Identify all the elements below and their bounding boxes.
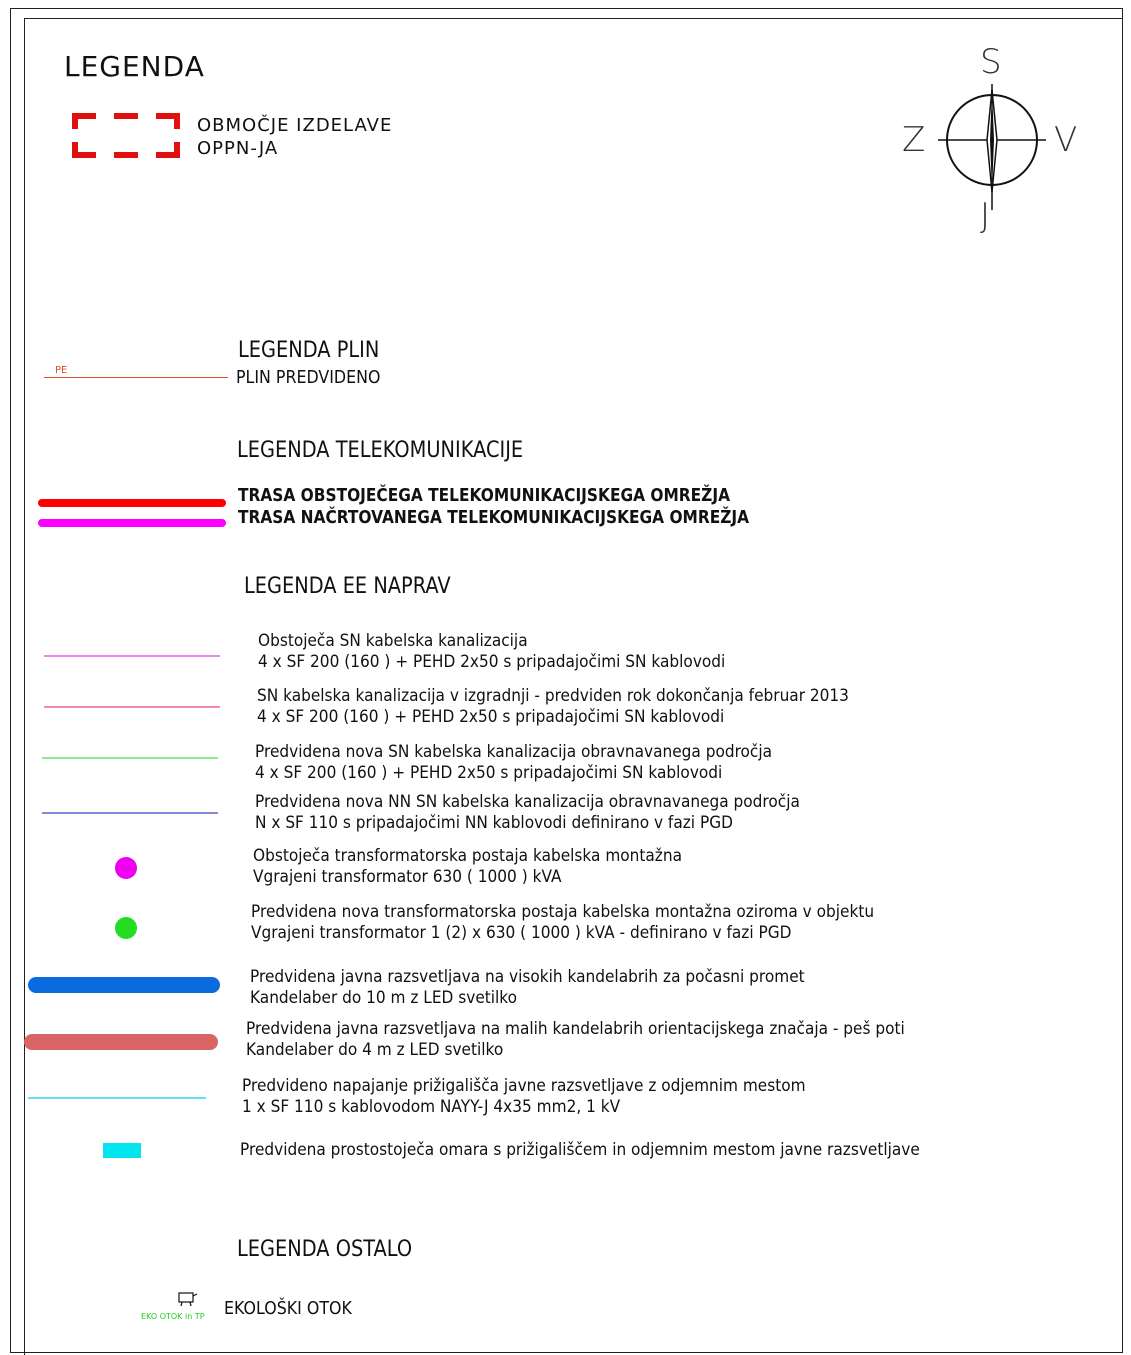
plin-heading: LEGENDA PLIN xyxy=(238,338,380,363)
compass-south-label: J xyxy=(980,196,991,236)
ee-item-1-line1: SN kabelska kanalizacija v izgradnji - predviden rok dokončanja februar 2013 xyxy=(257,686,849,705)
plin-label: PLIN PREDVIDENO xyxy=(236,367,381,388)
compass-north-label: S xyxy=(980,42,1002,82)
ee-item-4-line1: Obstoječa transformatorska postaja kabelska montažna xyxy=(253,846,682,865)
ee-item-7-thick-line-symbol xyxy=(24,1034,218,1050)
ee-item-4-line2: Vgrajeni transformator 630 ( 1000 ) kVA xyxy=(253,867,562,886)
compass-rose-icon xyxy=(930,80,1060,210)
compass-west-label: Z xyxy=(902,120,926,160)
ee-item-1-line-symbol xyxy=(44,706,220,708)
telekom-existing-line-symbol xyxy=(38,499,226,507)
ee-item-6-line1: Predvidena javna razsvetljava na visokih kandelabrih za počasni promet xyxy=(250,967,805,986)
ee-item-1-line2: 4 x SF 200 (160 ) + PEHD 2x50 s pripadajočimi SN kablovodi xyxy=(257,707,725,726)
ee-item-3-line2: N x SF 110 s pripadajočimi NN kablovodi definirano v fazi PGD xyxy=(255,813,733,832)
ostalo-label: EKOLOŠKI OTOK xyxy=(224,1298,352,1319)
ee-item-0-line-symbol xyxy=(44,655,220,657)
area-label-line1: OBMOČJE IZDELAVE xyxy=(197,115,393,136)
ee-item-2-line2: 4 x SF 200 (160 ) + PEHD 2x50 s pripadajočimi SN kablovodi xyxy=(255,763,723,782)
plin-line-symbol xyxy=(44,377,228,378)
ee-item-4-dot-symbol xyxy=(115,857,137,879)
ee-item-6-thick-line-symbol xyxy=(28,977,220,993)
eco-island-caption: EKO OTOK in TP xyxy=(141,1312,205,1321)
ee-item-3-line-symbol xyxy=(42,812,218,814)
ee-heading: LEGENDA EE NAPRAV xyxy=(244,574,451,599)
ee-item-0-line2: 4 x SF 200 (160 ) + PEHD 2x50 s pripadajočimi SN kablovodi xyxy=(258,652,726,671)
ee-item-2-line1: Predvidena nova SN kabelska kanalizacija obravnavanega področja xyxy=(255,742,773,761)
ee-item-5-line2: Vgrajeni transformator 1 (2) x 630 ( 1000 ) kVA - definirano v fazi PGD xyxy=(251,923,792,942)
telekom-planned-line-symbol xyxy=(38,519,226,527)
telekom-existing-label: TRASA OBSTOJEČEGA TELEKOMUNIKACIJSKEGA OMREŽJA xyxy=(238,486,730,506)
telekom-planned-label: TRASA NAČRTOVANEGA TELEKOMUNIKACIJSKEGA OMREŽJA xyxy=(238,508,750,528)
ee-item-0-line1: Obstoječa SN kabelska kanalizacija xyxy=(258,631,528,650)
legend-title: LEGENDA xyxy=(64,50,205,83)
compass-east-label: V xyxy=(1054,120,1078,160)
ee-item-2-line-symbol xyxy=(42,757,218,759)
ee-item-6-line2: Kandelaber do 10 m z LED svetilko xyxy=(250,988,518,1007)
ee-item-9-line1: Predvidena prostostoječa omara s prižigališčem in odjemnim mestom javne razsvetljave xyxy=(240,1140,920,1159)
plin-line-tag: PE xyxy=(55,365,68,376)
ostalo-heading: LEGENDA OSTALO xyxy=(237,1237,413,1262)
area-label-line2: OPPN-JA xyxy=(197,138,279,159)
ee-item-8-line2: 1 x SF 110 s kablovodom NAYY-J 4x35 mm2, 1 kV xyxy=(242,1097,621,1116)
ee-item-7-line2: Kandelaber do 4 m z LED svetilko xyxy=(246,1040,504,1059)
ee-item-9-rect-symbol xyxy=(103,1143,141,1158)
ee-item-7-line1: Predvidena javna razsvetljava na malih kandelabrih orientacijskega značaja - peš poti xyxy=(246,1019,905,1038)
ee-item-5-line1: Predvidena nova transformatorska postaja kabelska montažna oziroma v objektu xyxy=(251,902,875,921)
ee-item-3-line1: Predvidena nova NN SN kabelska kanalizacija obravnavanega področja xyxy=(255,792,800,811)
eco-island-icon xyxy=(176,1290,200,1308)
ee-item-8-line-symbol xyxy=(28,1097,206,1099)
ee-item-8-line1: Predvideno napajanje prižigališča javne razsvetljave z odjemnim mestom xyxy=(242,1076,806,1095)
ee-item-5-dot-symbol xyxy=(115,917,137,939)
telekom-heading: LEGENDA TELEKOMUNIKACIJE xyxy=(237,438,524,463)
